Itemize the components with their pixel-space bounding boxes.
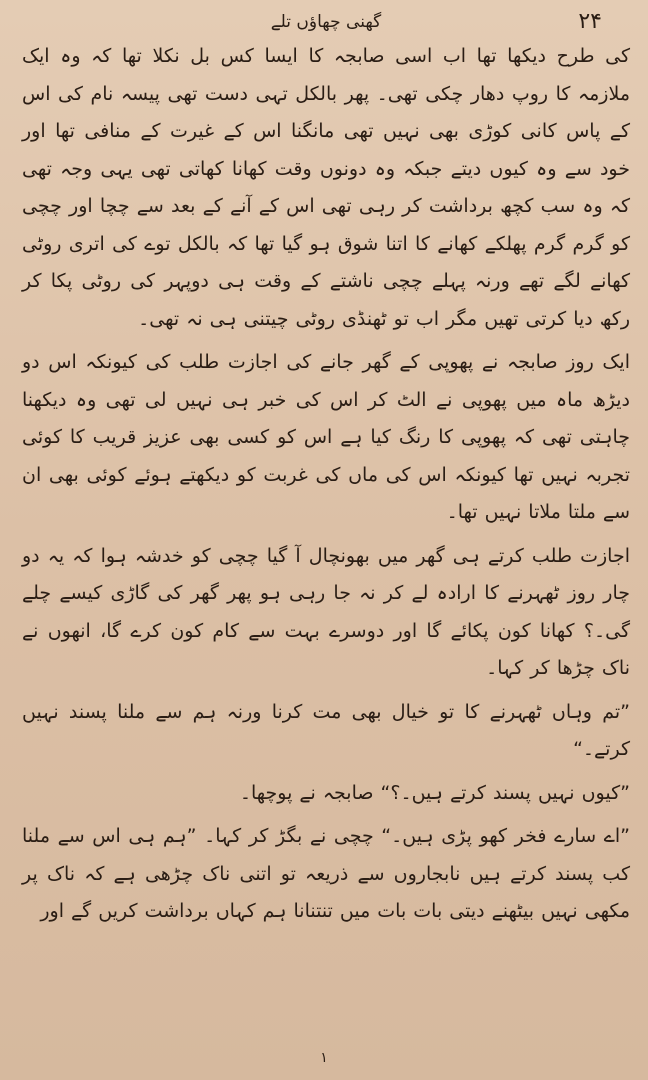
paragraph: ”اے سارے فخر کھو پڑی ہیں۔“ چچی نے بگڑ کر کہا۔ ”ہم ہی اس سے ملنا کب پسند کرتے ہیں نابجاروں سے ذریعہ تو اتنی ناک چڑھی ہے کہ ناک پر مکھی نہیں بیٹھنے دیتی بات بات میں تنتنانا ہم کہاں برداشت کریں گے اور — [22, 825, 630, 922]
page-header — [22, 6, 630, 38]
paragraph: کی طرح دیکھا تھا اب اسی صابجہ کا ایسا کس بل نکلا تھا کہ وہ ایک ملازمہ کا روپ دھار چکی تھی۔ پھر بالکل تہی دست تھی پیسہ نام کی اس کے پاس کانی کوڑی بھی نہیں تھی مانگنا اس کے غیرت کے منافی تھا اور خود سے وہ کیوں دیتے جبکہ وہ دونوں وقت کھانا کھاتی تھی یہی وجہ تھی کہ وہ سب کچھ برداشت کر رہی تھی اس کے آنے کے بعد سے چچا اور چچی کو گرم گرم پھلکے کھانے کا اتنا شوق ہو گیا تھا کہ بالکل توے کی اتری روٹی کھانے لگے تھے ورنہ پہلے چچی ناشتے کے وقت ہی دوپہر کی روٹی پکا کر رکھ دیا کرتی تھیں مگر اب تو ٹھنڈی روٹی چیتنی ہی نہ تھی۔ — [22, 45, 630, 330]
paragraph: اجازت طلب کرتے ہی گھر میں بھونچال آ گیا چچی کو خدشہ ہوا کہ یہ دو چار روز ٹھہرنے کا ارادہ لے کر نہ جا رہی ہو پھر گھر کی گاڑی کیسے چلے گی۔؟ کھانا کون پکائے گا اور دوسرے بہت سے کام کون کرے گا، انھوں نے ناک چڑھا کر کہا۔ — [22, 544, 630, 679]
paragraph: ”تم وہاں ٹھہرنے کا تو خیال بھی مت کرنا ورنہ ہم سے ملنا پسند نہیں کرتے۔“ — [22, 700, 630, 760]
running-title: گھنی چھاؤں تلے — [270, 12, 382, 32]
page-body — [22, 38, 630, 931]
page-number: ۲۴ — [578, 9, 602, 34]
paragraph: ”کیوں نہیں پسند کرتے ہیں۔؟“ صابجہ نے پوچھا۔ — [239, 781, 630, 804]
footer-mark: ۱ — [320, 1050, 328, 1066]
paragraph: ایک روز صابجہ نے پھوپی کے گھر جانے کی اجازت طلب کی کیونکہ اس دو دیڑھ ماہ میں پھوپی نے الٹ کر اس کی خبر ہی نہیں لی تھی وہ دیکھنا چاہتی تھی کہ پھوپی کا رنگ کیا ہے اس کو کسی بھی عزیز قریب کا کوئی تجربہ نہیں تھا کیونکہ اس کی ماں کی غربت کو دیکھتے ہوئے کوئی بھی ان سے ملتا ملاتا نہیں تھا۔ — [22, 351, 630, 523]
